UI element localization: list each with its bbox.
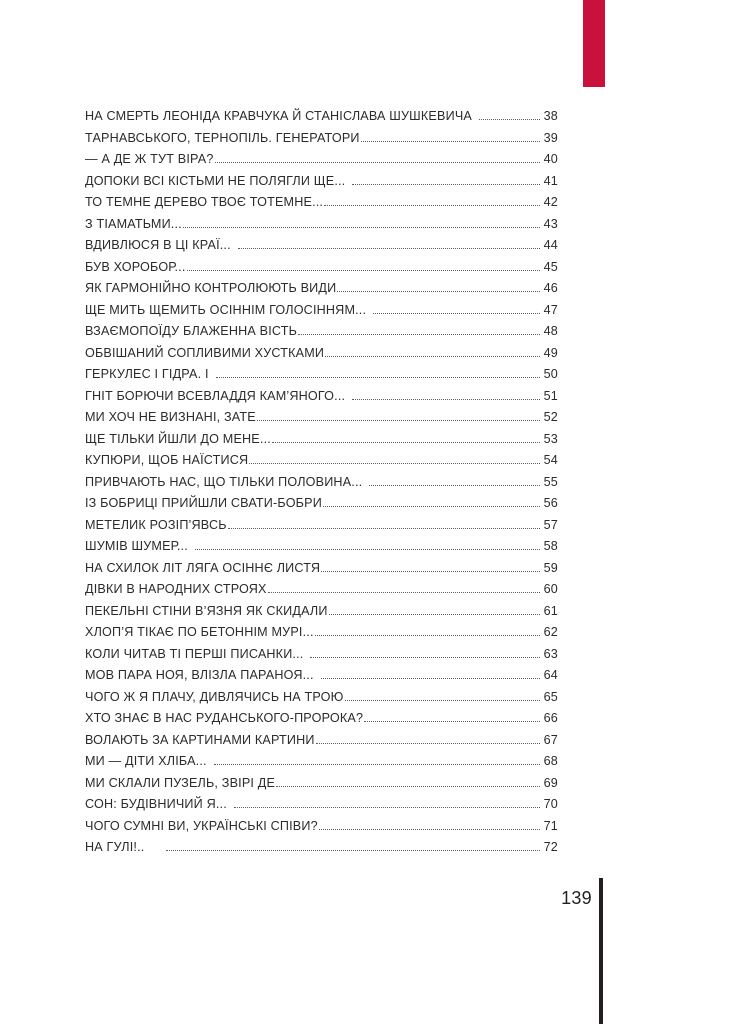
toc-entry-page-number: 59 (543, 560, 558, 575)
toc-dot-leader (183, 227, 540, 228)
toc-entry-title: ПРИВЧАЮТЬ НАС, ЩО ТІЛЬКИ ПОЛОВИНА... (85, 474, 363, 489)
toc-entry-title: ГНІТ БОРЮЧИ ВСЕВЛАДДЯ КАМ’ЯНОГО... (85, 388, 346, 403)
toc-entry-title: ЩЕ МИТЬ ЩЕМИТЬ ОСІННІМ ГОЛОСІННЯМ... (85, 302, 367, 317)
toc-entry-title: НА ГУЛІ!.. (85, 840, 145, 854)
toc-entry[interactable] (85, 407, 558, 429)
toc-entry[interactable] (85, 708, 558, 730)
toc-entry-page-number: 61 (543, 603, 558, 618)
toc-entry-title: ТАРНАВСЬКОГО, ТЕРНОПІЛЬ. ГЕНЕРАТОРИ (85, 130, 360, 145)
toc-dot-leader (352, 184, 540, 185)
toc-entry-page-number: 69 (543, 775, 558, 790)
toc-entry-page-number: 58 (543, 539, 558, 553)
toc-entry-page-number: 42 (543, 195, 558, 209)
toc-entry-title: ВОЛАЮТЬ ЗА КАРТИНАМИ КАРТИНИ (85, 732, 315, 747)
toc-entry-title: МОВ ПАРА НОЯ, ВЛІЗЛА ПАРАНОЯ... (85, 668, 314, 682)
toc-entry-page-number: 68 (543, 754, 558, 768)
toc-entry-title: КУПЮРИ, ЩОБ НАЇСТИСЯ (85, 453, 249, 467)
toc-entry-page-number: 65 (543, 689, 558, 704)
toc-dot-leader (214, 764, 540, 765)
toc-dot-leader (345, 700, 540, 701)
toc-entry-page-number: 38 (543, 109, 558, 123)
toc-entry-page-number: 53 (543, 431, 558, 446)
toc-entry-title: ШУМІВ ШУМЕР... (85, 539, 188, 553)
toc-entry-page-number: 57 (543, 517, 558, 532)
toc-entry-title: МИ ХОЧ НЕ ВИЗНАНІ, ЗАТЕ (85, 410, 256, 424)
toc-entry-page-number: 67 (543, 732, 558, 747)
toc-dot-leader (249, 463, 540, 464)
toc-entry-title: ДІВКИ В НАРОДНИХ СТРОЯХ (85, 582, 267, 596)
toc-dot-leader (319, 829, 540, 830)
table-of-contents (85, 106, 558, 859)
toc-entry-page-number: 63 (543, 646, 558, 661)
toc-entry-title: ІЗ БОБРИЦІ ПРИЙШЛИ СВАТИ-БОБРИ (85, 496, 322, 510)
decorative-red-bar (583, 0, 605, 87)
toc-entry-page-number: 54 (543, 453, 558, 467)
toc-entry-title: ХТО ЗНАЄ В НАС РУДАНСЬКОГО-ПРОРОКА? (85, 711, 364, 725)
toc-entry-title: ТО ТЕМНЕ ДЕРЕВО ТВОЄ ТОТЕМНЕ... (85, 195, 324, 209)
toc-dot-leader (216, 377, 540, 378)
toc-dot-leader (215, 162, 540, 163)
toc-entry-title: ЯК ГАРМОНІЙНО КОНТРОЛЮЮТЬ ВИДИ (85, 281, 337, 295)
toc-entry[interactable] (85, 343, 558, 365)
toc-entry-title: МЕТЕЛИК РОЗІП’ЯВСЬ (85, 517, 227, 532)
toc-entry[interactable] (85, 601, 558, 623)
toc-entry[interactable] (85, 386, 558, 408)
toc-dot-leader (324, 205, 540, 206)
toc-entry[interactable] (85, 149, 558, 171)
toc-entry[interactable] (85, 128, 558, 150)
page-number: 139 (561, 888, 592, 908)
toc-entry[interactable] (85, 257, 558, 279)
toc-entry-page-number: 41 (543, 173, 558, 188)
toc-entry[interactable] (85, 687, 558, 709)
toc-dot-leader (228, 528, 540, 529)
toc-dot-leader (325, 356, 540, 357)
toc-entry-page-number: 71 (543, 818, 558, 833)
toc-dot-leader (321, 678, 540, 679)
toc-entry-page-number: 66 (543, 711, 558, 725)
toc-entry-title: ВЗАЄМОПОЇДУ БЛАЖЕННА ВІСТЬ (85, 324, 298, 338)
toc-dot-leader (310, 657, 540, 658)
toc-entry-page-number: 47 (543, 302, 558, 317)
toc-entry[interactable] (85, 278, 558, 300)
toc-entry-page-number: 50 (543, 367, 558, 381)
toc-entry-page-number: 48 (543, 324, 558, 338)
toc-dot-leader (373, 313, 540, 314)
toc-entry-title: БУВ ХОРОБОР... (85, 259, 186, 274)
toc-entry-title: ПЕКЕЛЬНІ СТІНИ В’ЯЗНЯ ЯК СКИДАЛИ (85, 603, 328, 618)
toc-dot-leader (298, 334, 540, 335)
toc-entry[interactable] (85, 665, 558, 687)
toc-entry[interactable] (85, 773, 558, 795)
toc-entry[interactable] (85, 300, 558, 322)
toc-entry-page-number: 45 (543, 259, 558, 274)
toc-dot-leader (195, 549, 540, 550)
toc-entry-title: СОН: БУДІВНИЧИЙ Я... (85, 797, 227, 811)
toc-entry-title: ЩЕ ТІЛЬКИ ЙШЛИ ДО МЕНЕ... (85, 431, 271, 446)
toc-entry-page-number: 72 (543, 840, 558, 854)
toc-dot-leader (479, 119, 540, 120)
toc-dot-leader (272, 442, 540, 443)
toc-dot-leader (352, 399, 540, 400)
toc-dot-leader (364, 721, 540, 722)
toc-dot-leader (166, 850, 540, 851)
toc-entry-title: НА СХИЛОК ЛІТ ЛЯГА ОСІННЄ ЛИСТЯ (85, 560, 321, 575)
toc-entry[interactable] (85, 794, 558, 816)
toc-entry-page-number: 55 (543, 474, 558, 489)
toc-entry-title: ДОПОКИ ВСІ КІСТЬМИ НЕ ПОЛЯГЛИ ЩЕ... (85, 173, 346, 188)
toc-dot-leader (321, 571, 540, 572)
decorative-black-rule (599, 878, 603, 1024)
toc-entry-page-number: 39 (543, 130, 558, 145)
toc-dot-leader (329, 614, 540, 615)
toc-entry[interactable] (85, 751, 558, 773)
toc-entry-title: ГЕРКУЛЕС І ГІДРА. І (85, 367, 209, 381)
toc-entry-page-number: 44 (543, 238, 558, 252)
toc-entry[interactable] (85, 536, 558, 558)
toc-entry[interactable] (85, 214, 558, 236)
toc-dot-leader (276, 786, 540, 787)
toc-entry-page-number: 62 (543, 625, 558, 639)
toc-entry-page-number: 56 (543, 496, 558, 510)
toc-entry[interactable] (85, 235, 558, 257)
toc-entry[interactable] (85, 106, 558, 128)
toc-dot-leader (187, 270, 540, 271)
toc-entry[interactable] (85, 644, 558, 666)
toc-entry[interactable] (85, 622, 558, 644)
toc-entry[interactable] (85, 558, 558, 580)
toc-entry[interactable] (85, 730, 558, 752)
toc-dot-leader (369, 485, 540, 486)
toc-entry[interactable] (85, 837, 558, 859)
toc-entry-title: — А ДЕ Ж ТУТ ВІРА? (85, 152, 214, 166)
toc-entry-page-number: 51 (543, 388, 558, 403)
toc-entry[interactable] (85, 364, 558, 386)
toc-entry-title: МИ СКЛАЛИ ПУЗЕЛЬ, ЗВІРІ ДЕ (85, 775, 276, 790)
toc-entry-page-number: 60 (543, 582, 558, 596)
toc-entry[interactable] (85, 472, 558, 494)
toc-entry[interactable] (85, 816, 558, 838)
toc-dot-leader (238, 248, 540, 249)
toc-entry-title: З ТІАМАТЬМИ... (85, 216, 182, 231)
toc-entry[interactable] (85, 429, 558, 451)
toc-entry-page-number: 64 (543, 668, 558, 682)
toc-dot-leader (323, 506, 540, 507)
toc-dot-leader (316, 743, 540, 744)
toc-entry[interactable] (85, 192, 558, 214)
toc-entry-title: ВДИВЛЮСЯ В ЦІ КРАЇ... (85, 238, 231, 252)
toc-entry-title: МИ — ДІТИ ХЛІБА... (85, 754, 207, 768)
toc-entry-title: НА СМЕРТЬ ЛЕОНІДА КРАВЧУКА Й СТАНІСЛАВА ШУШКЕВИЧА (85, 109, 472, 123)
toc-dot-leader (257, 420, 540, 421)
toc-dot-leader (361, 141, 540, 142)
toc-dot-leader (315, 635, 540, 636)
toc-entry[interactable] (85, 450, 558, 472)
toc-entry[interactable] (85, 493, 558, 515)
toc-entry[interactable] (85, 321, 558, 343)
toc-entry-title: ЧОГО Ж Я ПЛАЧУ, ДИВЛЯЧИСЬ НА ТРОЮ (85, 689, 344, 704)
toc-entry-page-number: 46 (543, 281, 558, 295)
toc-entry-page-number: 40 (543, 152, 558, 166)
toc-dot-leader (268, 592, 540, 593)
toc-dot-leader (234, 807, 540, 808)
toc-entry-page-number: 49 (543, 345, 558, 360)
toc-entry[interactable] (85, 171, 558, 193)
toc-entry-page-number: 70 (543, 797, 558, 811)
toc-entry-page-number: 43 (543, 216, 558, 231)
toc-entry-title: ОБВІШАНИЙ СОПЛИВИМИ ХУСТКАМИ (85, 345, 325, 360)
toc-entry-page-number: 52 (543, 410, 558, 424)
toc-dot-leader (337, 291, 540, 292)
toc-entry-title: ЧОГО СУМНІ ВИ, УКРАЇНСЬКІ СПІВИ? (85, 818, 318, 833)
toc-entry[interactable] (85, 515, 558, 537)
toc-entry-title: КОЛИ ЧИТАВ ТІ ПЕРШІ ПИСАНКИ... (85, 646, 304, 661)
toc-entry-title: ХЛОП’Я ТІКАЄ ПО БЕТОННІМ МУРІ... (85, 625, 314, 639)
toc-entry[interactable] (85, 579, 558, 601)
